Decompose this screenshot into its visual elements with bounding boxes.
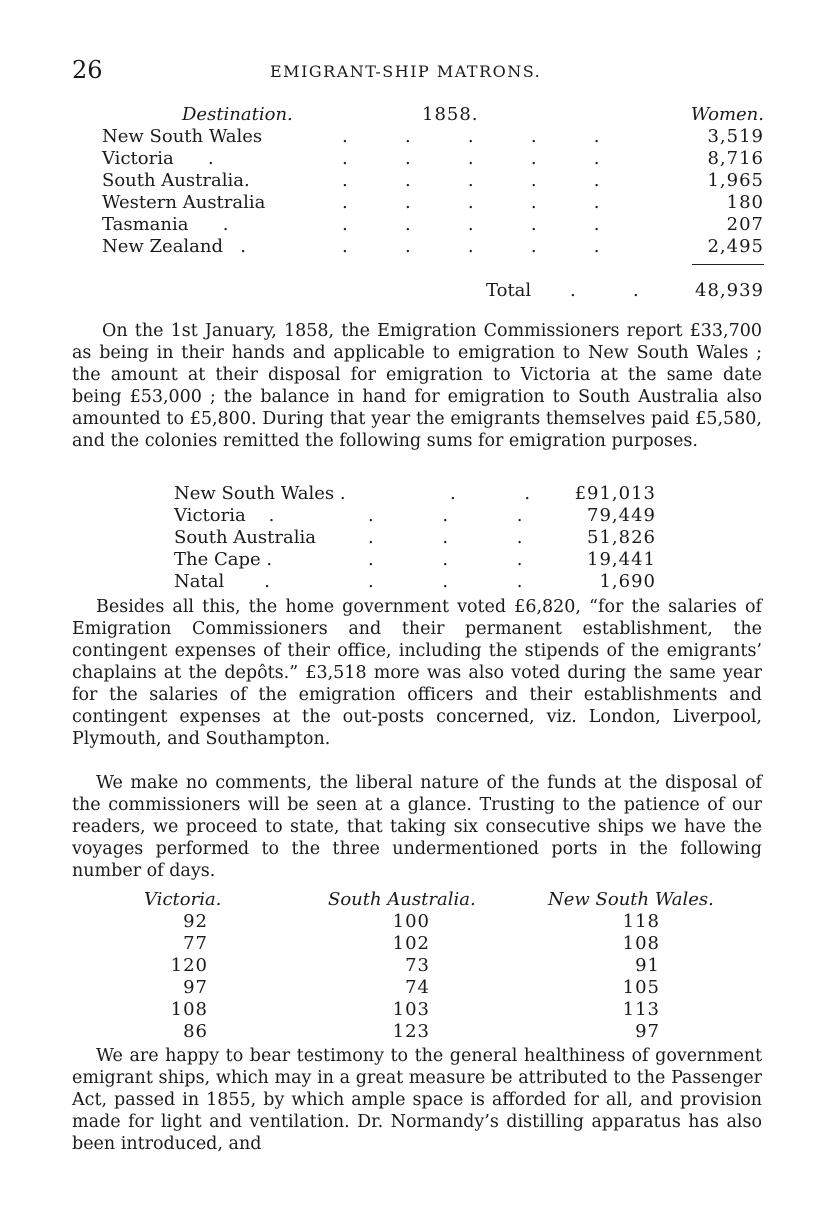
page-number: 26 — [72, 56, 103, 84]
paragraph-healthiness: We are happy to bear testimony to the general healthiness of government emigrant ships, which may in a great measure be attributed to the Passenger Act, passed in 1855, by which ample space is afforded for all, and provision made for light and ventilation. Dr. Normandy’s distilling apparatus has also been introduced, and — [72, 1046, 762, 1154]
days-new-south-wales: 91 — [635, 955, 660, 976]
days-new-south-wales: 113 — [622, 999, 660, 1020]
destination-name: Western Australia — [102, 192, 266, 213]
leader-dots: . . . . . — [342, 126, 600, 147]
leader-dots: . . . . . — [342, 214, 600, 235]
days-south-australia: 73 — [405, 955, 430, 976]
total-row — [100, 280, 764, 302]
colony-name: Victoria . — [174, 505, 275, 526]
leader-dots: . . . . . — [342, 236, 600, 257]
colony-name: Natal . — [174, 571, 270, 592]
leader-dots: . . — [450, 483, 531, 504]
colony-name: The Cape . — [174, 549, 273, 570]
women-count: 180 — [726, 192, 764, 213]
leader-dots: . . . — [368, 527, 523, 548]
running-title: EMIGRANT-SHIP MATRONS. — [270, 62, 542, 81]
women-count: 2,495 — [707, 236, 764, 257]
table-row — [174, 571, 656, 593]
total-label: Total — [486, 280, 532, 301]
days-south-australia: 74 — [405, 977, 430, 998]
total-value: 48,939 — [695, 280, 764, 301]
total-rule — [692, 264, 764, 265]
table-row — [100, 126, 764, 148]
column-header-south-australia: South Australia. — [328, 889, 476, 910]
days-new-south-wales: 105 — [622, 977, 660, 998]
table-row — [100, 214, 764, 236]
days-south-australia: 102 — [392, 933, 430, 954]
days-south-australia: 103 — [392, 999, 430, 1020]
remittance-amount: 79,449 — [587, 505, 656, 526]
paragraph-home-government: Besides all this, the home government voted £6,820, “for the salaries of Emigration Commissioners and their permanent establishment, the contingent expenses of their office, including the stipends of the emigrants’ chaplains at the depôts.” £3,518 more was also voted during the same year for the salaries of the emigration officers and their establishments and contingent expenses at the out-posts concerned, viz. London, Liverpool, Plymouth, and Southampton. — [72, 597, 762, 749]
table-header — [140, 889, 740, 911]
remittance-amount: 19,441 — [587, 549, 656, 570]
column-header-new-south-wales: New South Wales. — [548, 889, 714, 910]
destination-name: New South Wales — [102, 126, 263, 147]
paragraph-voyages: We make no comments, the liberal nature of the funds at the disposal of the commissioners will be seen at a glance. Trusting to the patience of our readers, we proceed to state, that taking six consecutive ships we have the voyages performed to the three undermentioned ports in the following number of days. — [72, 773, 762, 881]
colony-name: South Australia — [174, 527, 316, 548]
table-row — [174, 549, 656, 571]
women-count: 8,716 — [707, 148, 764, 169]
table-row — [140, 933, 740, 955]
table-row — [174, 483, 656, 505]
leader-dots: . . . . . — [342, 170, 600, 191]
table-row — [140, 1021, 740, 1043]
table-row — [100, 236, 764, 258]
leader-dots: . . . . . — [342, 148, 600, 169]
column-header-destination: Destination. — [182, 104, 293, 125]
running-head — [72, 56, 762, 84]
paragraph-commissioners-report: On the 1st January, 1858, the Emigration Commissioners report £33,700 as being in their hands and applicable to emigration to New South Wales ; the amount at their disposal for emigration to Victoria at the same date being £53,000 ; the balance in hand for emigration to South Australia also amounted to £5,800. During that year the emigrants themselves paid £5,580, and the colonies remitted the following sums for emigration purposes. — [72, 321, 762, 451]
remittance-amount: 1,690 — [599, 571, 656, 592]
days-new-south-wales: 97 — [635, 1021, 660, 1042]
days-victoria: 86 — [183, 1021, 208, 1042]
destination-name: Victoria . — [102, 148, 214, 169]
colony-name: New South Wales . — [174, 483, 346, 504]
days-victoria: 77 — [183, 933, 208, 954]
destination-name: Tasmania . — [102, 214, 229, 235]
remittance-amount: £91,013 — [574, 483, 656, 504]
days-victoria: 92 — [183, 911, 208, 932]
table-row — [100, 148, 764, 170]
women-count: 207 — [726, 214, 764, 235]
column-header-victoria: Victoria. — [144, 889, 222, 910]
days-south-australia: 100 — [392, 911, 430, 932]
column-header-women: Women. — [690, 104, 764, 125]
days-victoria: 108 — [170, 999, 208, 1020]
days-south-australia: 123 — [392, 1021, 430, 1042]
days-victoria: 120 — [170, 955, 208, 976]
table-row — [140, 911, 740, 933]
days-new-south-wales: 108 — [622, 933, 660, 954]
days-new-south-wales: 118 — [622, 911, 660, 932]
leader-dots: . . . — [368, 571, 523, 592]
table-row — [174, 527, 656, 549]
destination-name: New Zealand . — [102, 236, 246, 257]
table-header — [100, 104, 764, 126]
table-row — [100, 170, 764, 192]
leader-dots: . . . — [368, 505, 523, 526]
destination-name: South Australia. — [102, 170, 250, 191]
days-victoria: 97 — [183, 977, 208, 998]
women-count: 3,519 — [707, 126, 764, 147]
column-header-year: 1858. — [422, 104, 479, 125]
remittance-amount: 51,826 — [587, 527, 656, 548]
leader-dots: . . . . . — [342, 192, 600, 213]
women-count: 1,965 — [707, 170, 764, 191]
table-row — [140, 955, 740, 977]
leader-dots: . . — [570, 280, 639, 301]
table-row — [140, 999, 740, 1021]
leader-dots: . . . — [368, 549, 523, 570]
table-row — [100, 192, 764, 214]
table-row — [140, 977, 740, 999]
table-row — [174, 505, 656, 527]
